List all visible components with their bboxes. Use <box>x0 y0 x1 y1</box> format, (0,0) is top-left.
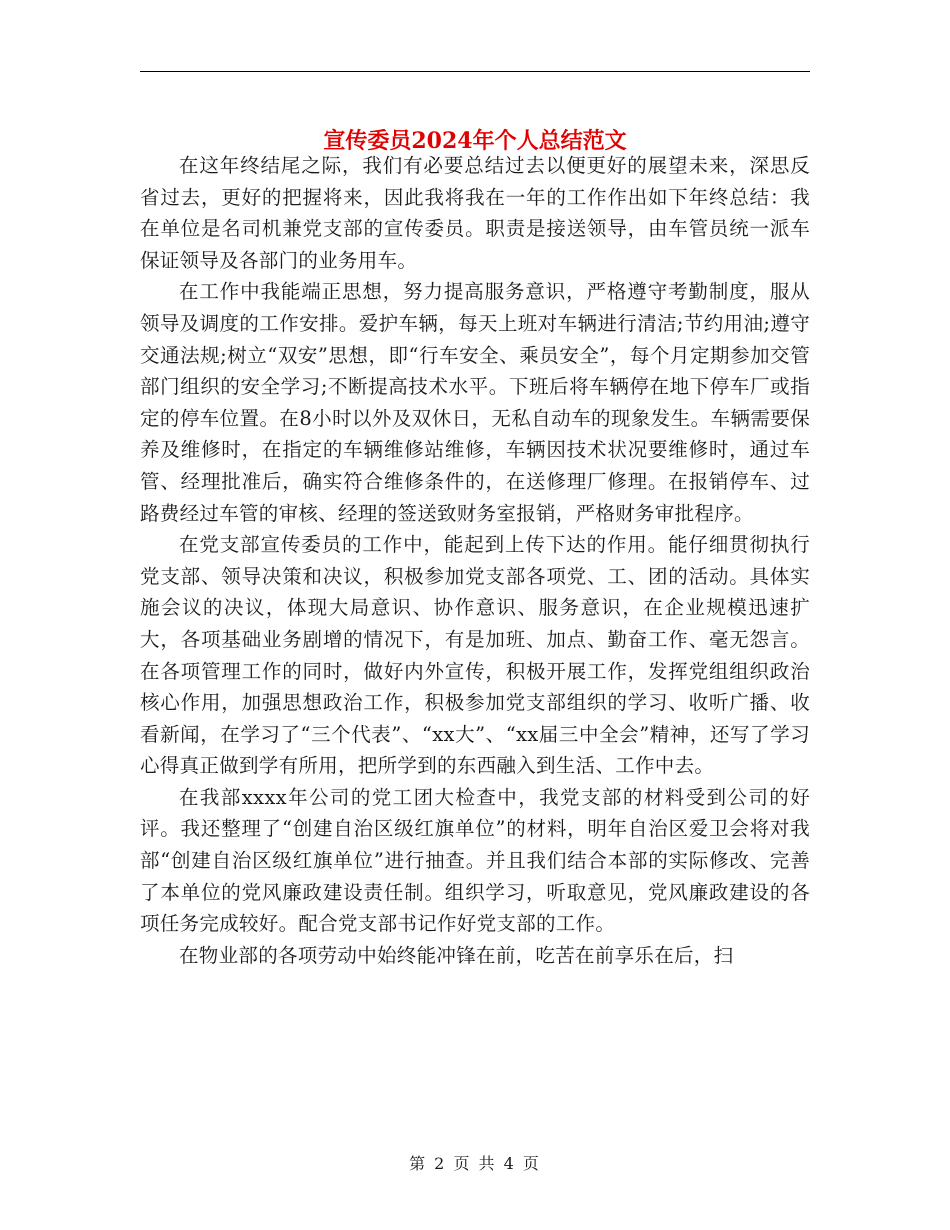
document-title: 宣传委员2024年个人总结范文 <box>323 127 627 154</box>
paragraph: 在我部xxxx年公司的党工团大检查中，我党支部的材料受到公司的好评。我还整理了“创建自治区级红旗单位”的材料，明年自治区爱卫会将对我部“创建自治区级红旗单位”进行抽查。并且我们结合本部的实际修改、完善了本单位的党风廉政建设责任制。组织学习，听取意见，党风廉政建设的各项任务完成较好。配合党支部书记作好党支部的工作。 <box>140 785 810 936</box>
paragraph: 在这年终结尾之际，我们有必要总结过去以便更好的展望未来，深思反省过去，更好的把握将来，因此我将我在一年的工作作出如下年终总结：我在单位是名司机兼党支部的宣传委员。职责是接送领导，由车管员统一派车保证领导及各部门的业务用车。 <box>140 154 810 272</box>
document-body <box>140 150 810 971</box>
page-number-footer: 第 2 页 共 4 页 <box>409 1154 541 1173</box>
header-rule <box>140 71 810 72</box>
paragraph: 在党支部宣传委员的工作中，能起到上传下达的作用。能仔细贯彻执行党支部、领导决策和决议，积极参加党支部各项党、工、团的活动。具体实施会议的决议，体现大局意识、协作意识、服务意识，在企业规模迅速扩大，各项基础业务剧增的情况下，有是加班、加点、勤奋工作、毫无怨言。在各项管理工作的同时，做好内外宣传，积极开展工作，发挥党组组织政治核心作用，加强思想政治工作，积极参加党支部组织的学习、收听广播、收看新闻，在学习了“三个代表”、“xx大”、“xx届三中全会”精神，还写了学习心得真正做到学有所用，把所学到的东西融入到生活、工作中去。 <box>140 533 810 778</box>
paragraph: 在物业部的各项劳动中始终能冲锋在前，吃苦在前享乐在后，扫 <box>179 943 734 967</box>
paragraph: 在工作中我能端正思想，努力提高服务意识，严格遵守考勤制度，服从领导及调度的工作安排。爱护车辆，每天上班对车辆进行清洁;节约用油;遵守交通法规;树立“双安”思想，即“行车安全、乘员安全”，每个月定期参加交管部门组织的安全学习;不断提高技术水平。下班后将车辆停在地下停车厂或指定的停车位置。在8小时以外及双休日，无私自动车的现象发生。车辆需要保养及维修时，在指定的车辆维修站维修，车辆因技术状况要维修时，通过车管、经理批准后，确实符合维修条件的，在送修理厂修理。在报销停车、过路费经过车管的审核、经理的签送致财务室报销，严格财务审批程序。 <box>140 280 810 525</box>
